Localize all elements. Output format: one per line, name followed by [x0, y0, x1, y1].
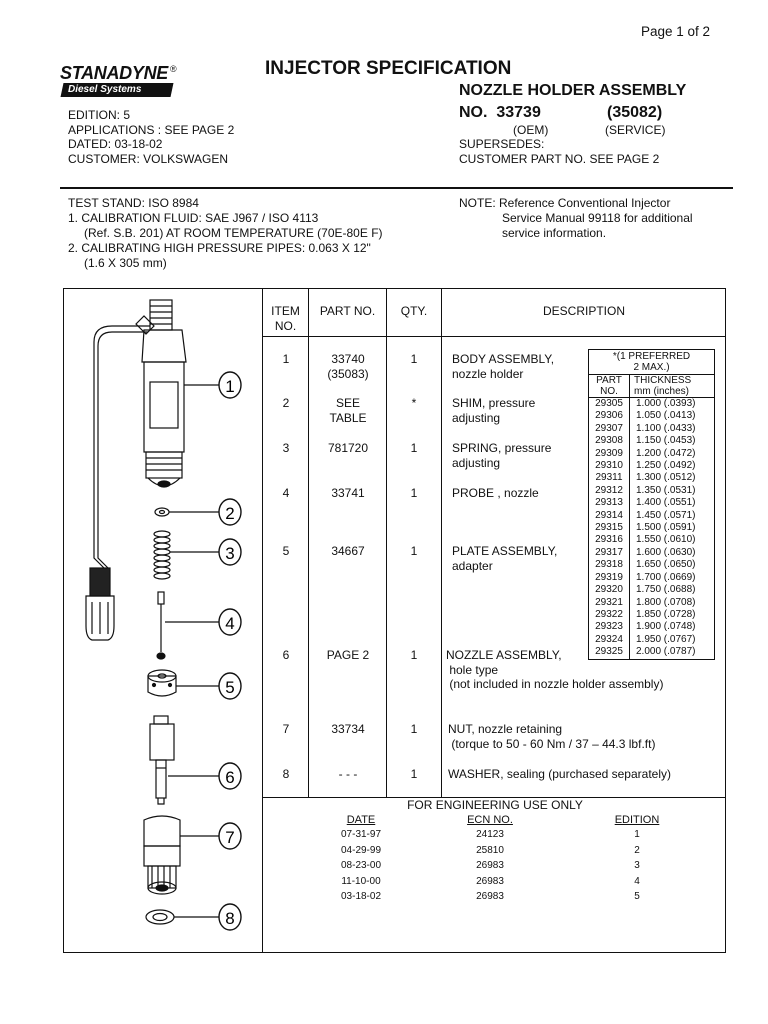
- service-label: (SERVICE): [605, 123, 666, 137]
- shim-part-no: 29318: [589, 559, 630, 571]
- col-divider-part: [386, 288, 387, 798]
- shim-row: [589, 510, 714, 522]
- row-4-qty: 1: [410, 486, 418, 500]
- row-2-qty: *: [411, 396, 417, 410]
- shim-thickness: 1.900 (.0748): [636, 621, 696, 633]
- eng-ecn-cell: 26983: [476, 860, 504, 871]
- shim-part-no: 29314: [589, 510, 630, 522]
- row-2-description: SHIM, pressure adjusting: [452, 396, 536, 425]
- eng-edition-cell: 3: [634, 860, 640, 871]
- row-6-item: 6: [282, 648, 290, 662]
- callout-3: [219, 539, 241, 565]
- shim-part-no: 29306: [589, 410, 630, 422]
- shim-icon: [155, 508, 169, 516]
- shim-part-no: 29319: [589, 572, 630, 584]
- oem-number: 33739: [496, 104, 541, 121]
- shim-thickness: 2.000 (.0787): [636, 646, 696, 658]
- eng-ecn-cell: 26983: [476, 891, 504, 902]
- logo-reg-mark: ®: [169, 64, 177, 74]
- shim-thickness: 1.700 (.0669): [636, 571, 696, 583]
- eng-edition-cell: 2: [634, 844, 640, 856]
- row-3-qty: 1: [410, 441, 418, 455]
- row-8-description: WASHER, sealing (purchased separately): [448, 767, 671, 781]
- svg-text:8: 8: [225, 909, 235, 928]
- shim-part-no: 29316: [589, 534, 630, 546]
- shim-thickness: 1.550 (.0610): [636, 534, 696, 546]
- svg-text:6: 6: [225, 768, 235, 787]
- shim-part-no: 29311: [589, 472, 630, 484]
- document-meta: [68, 108, 234, 166]
- retaining-nut-icon: [144, 816, 180, 894]
- row-5-description: PLATE ASSEMBLY, adapter: [452, 544, 558, 573]
- shim-part-no: 29315: [589, 522, 630, 534]
- row-6-part: PAGE 2: [326, 648, 370, 662]
- shim-row: [589, 410, 714, 422]
- shim-row: [589, 485, 714, 497]
- callout-7: [219, 823, 241, 849]
- row-7-description: NUT, nozzle retaining (torque to 50 - 60 Nm / 37 – 44.3 lbf.ft): [448, 722, 656, 751]
- drawing-divider: [262, 288, 263, 953]
- note-line-1: NOTE: Reference Conventional Injector: [459, 196, 671, 210]
- shim-row: [589, 609, 714, 621]
- shim-row: [589, 472, 714, 484]
- row-8-item: 8: [282, 767, 290, 781]
- row-7-qty: 1: [410, 722, 418, 736]
- eng-edition-cell: 5: [634, 891, 640, 902]
- spring-icon: [154, 531, 170, 579]
- shim-part-no: 29325: [589, 646, 630, 658]
- row-7-item: 7: [282, 722, 290, 736]
- sealing-washer-icon: [146, 910, 174, 924]
- shim-part-no: 29322: [589, 609, 630, 621]
- row-6-qty: 1: [410, 648, 418, 662]
- shim-part-no: 29305: [589, 398, 630, 410]
- callout-6: [219, 763, 241, 789]
- shim-row: [589, 646, 714, 658]
- svg-text:3: 3: [225, 544, 235, 563]
- shim-row: [589, 497, 714, 509]
- row-7-part: 33734: [331, 722, 365, 736]
- svg-text:1: 1: [225, 377, 235, 396]
- shim-thickness: 1.300 (.0512): [636, 472, 696, 484]
- row-2-part: SEE TABLE: [329, 396, 367, 425]
- shim-part-no: 29321: [589, 597, 630, 609]
- shim-thickness: 1.400 (.0551): [636, 497, 696, 509]
- eng-ecn-cell: 24123: [476, 829, 504, 840]
- shim-row: [589, 634, 714, 646]
- shim-thickness: 1.100 (.0433): [636, 422, 696, 434]
- calibration-fluid: 1. CALIBRATION FLUID: SAE J967 / ISO 4113: [68, 211, 319, 225]
- row-4-part: 33741: [331, 486, 365, 500]
- adapter-plate-icon: [148, 670, 176, 696]
- eng-ecn-cell: 26983: [476, 875, 504, 887]
- eng-date-cell: 07-31-97: [340, 829, 382, 840]
- shim-part-no: 29312: [589, 485, 630, 497]
- header-qty: QTY.: [400, 304, 428, 318]
- row-8-part: - - -: [338, 767, 358, 781]
- eng-header-edition: EDITION: [614, 814, 660, 826]
- svg-text:2: 2: [225, 504, 235, 523]
- note-line-2: Service Manual 99118 for additional: [502, 211, 693, 225]
- eng-date-cell: 04-29-99: [340, 844, 382, 856]
- test-stand: TEST STAND: ISO 8984: [68, 196, 199, 210]
- shim-row: [589, 584, 714, 596]
- shim-thickness: 1.950 (.0767): [636, 633, 696, 645]
- shim-part-no: 29310: [589, 460, 630, 472]
- test-conditions: [68, 196, 383, 271]
- row-5-qty: 1: [410, 544, 418, 558]
- shim-thickness: 1.250 (.0492): [636, 460, 696, 472]
- assembly-title: NOZZLE HOLDER ASSEMBLY: [459, 82, 687, 99]
- shim-row: [589, 522, 714, 534]
- shim-part-no: 29323: [589, 621, 630, 633]
- shim-row: [589, 398, 714, 410]
- header-item: ITEM NO.: [271, 304, 300, 333]
- shim-row: [589, 547, 714, 559]
- shim-thickness: 1.000 (.0393): [636, 398, 696, 409]
- row-1-part: 33740 (35083): [327, 352, 369, 381]
- row-1-qty: 1: [410, 352, 418, 366]
- row-1-description: BODY ASSEMBLY, nozzle holder: [452, 352, 555, 381]
- shim-row: [589, 572, 714, 584]
- shim-thickness: 1.050 (.0413): [636, 410, 696, 422]
- document-title: INJECTOR SPECIFICATION: [265, 58, 512, 79]
- row-6-description: NOZZLE ASSEMBLY, hole type (not included in nozzle holder assembly): [446, 648, 664, 691]
- callout-8: [219, 904, 241, 930]
- shim-column-headers: PART NO. THICKNESS mm (inches): [589, 375, 714, 398]
- reference-note: [459, 196, 693, 241]
- col-divider-qty: [441, 288, 442, 798]
- shim-thickness: 1.150 (.0453): [636, 435, 696, 447]
- calibration-pipes-metric: (1.6 X 305 mm): [84, 256, 167, 270]
- shim-thickness: 1.600 (.0630): [636, 546, 696, 558]
- shim-thickness: 1.850 (.0728): [636, 608, 696, 620]
- calibration-fluid-ref: (Ref. S.B. 201) AT ROOM TEMPERATURE (70E-80E F): [84, 226, 383, 240]
- shim-part-no: 29313: [589, 497, 630, 509]
- shim-thickness: 1.750 (.0688): [636, 584, 696, 596]
- eng-date-cell: 11-10-00: [341, 875, 381, 887]
- shim-thickness: 1.500 (.0591): [636, 522, 696, 534]
- shim-part-no: 29317: [589, 547, 630, 559]
- eng-date-cell: 03-18-02: [340, 891, 382, 902]
- row-5-item: 5: [282, 544, 290, 558]
- customer-part-no: CUSTOMER PART NO. SEE PAGE 2: [459, 151, 660, 166]
- svg-text:5: 5: [225, 678, 235, 697]
- row-8-qty: 1: [410, 767, 418, 781]
- customer: CUSTOMER: VOLKSWAGEN: [68, 151, 229, 166]
- shim-thickness: 1.650 (.0650): [636, 559, 696, 571]
- shim-row: [589, 423, 714, 435]
- header-divider: [60, 187, 733, 189]
- callout-1: [219, 372, 241, 398]
- callout-2: [219, 499, 241, 525]
- svg-text:7: 7: [225, 828, 235, 847]
- shim-thickness: 1.800 (.0708): [636, 596, 696, 608]
- callout-5: [219, 673, 241, 699]
- shim-row: [589, 621, 714, 633]
- shim-row: [589, 460, 714, 472]
- shim-rows: [589, 398, 714, 659]
- supersedes: SUPERSEDES:: [459, 137, 545, 151]
- callout-4: [219, 609, 241, 635]
- page-number: Page 1 of 2: [641, 24, 711, 39]
- shim-row: [589, 448, 714, 460]
- supersedes-block: [459, 137, 659, 166]
- shim-thickness: 1.350 (.0531): [636, 484, 696, 496]
- row-4-description: PROBE , nozzle: [452, 486, 539, 500]
- eng-edition-cell: 4: [634, 875, 640, 887]
- exploded-view-drawing: [64, 290, 261, 950]
- row-3-description: SPRING, pressure adjusting: [452, 441, 552, 470]
- nozzle-assembly-icon: [150, 716, 174, 804]
- header-description: DESCRIPTION: [542, 304, 625, 318]
- shim-thickness: 1.450 (.0571): [636, 509, 696, 521]
- col-divider-item: [308, 288, 309, 798]
- number-prefix: NO.: [459, 104, 488, 121]
- shim-part-no: 29309: [589, 448, 630, 460]
- oem-label: (OEM): [513, 123, 549, 137]
- row-5-part: 34667: [331, 544, 365, 558]
- eng-date-cell: 08-23-00: [340, 860, 382, 871]
- shim-part-no: 29308: [589, 435, 630, 447]
- shim-row: [589, 597, 714, 609]
- shim-row: [589, 534, 714, 546]
- dated: DATED: 03-18-02: [68, 137, 163, 151]
- shim-part-no: 29324: [589, 634, 630, 646]
- eng-edition-cell: 1: [634, 829, 640, 840]
- shim-row: [589, 559, 714, 571]
- logo-subtitle: Diesel Systems: [68, 84, 142, 95]
- shim-thickness: 1.200 (.0472): [636, 447, 696, 459]
- applications: APPLICATIONS : SEE PAGE 2: [68, 122, 235, 137]
- header-part-no: PART NO.: [319, 304, 376, 318]
- service-number: (35082): [607, 104, 663, 121]
- shim-row: [589, 435, 714, 447]
- shim-part-no: 29320: [589, 584, 630, 596]
- shim-thickness-table: [588, 349, 715, 660]
- row-3-item: 3: [282, 441, 290, 455]
- header-row-divider: [262, 336, 726, 337]
- row-2-item: 2: [282, 396, 290, 410]
- stanadyne-logo: [60, 59, 184, 97]
- row-1-item: 1: [282, 352, 290, 366]
- return-pipe-icon: [98, 332, 148, 568]
- eng-header-date: DATE: [346, 814, 376, 826]
- row-4-item: 4: [282, 486, 290, 500]
- calibration-pipes: 2. CALIBRATING HIGH PRESSURE PIPES: 0.063 X 12": [68, 241, 371, 255]
- probe-icon: [157, 592, 165, 659]
- body-assembly-icon: [136, 300, 186, 487]
- svg-text:4: 4: [225, 614, 235, 633]
- shim-part-no: 29307: [589, 423, 630, 435]
- note-line-3: service information.: [502, 226, 607, 240]
- engineering-title: FOR ENGINEERING USE ONLY: [407, 798, 583, 812]
- eng-header-ecn: ECN NO.: [467, 814, 513, 826]
- assembly-number: [459, 104, 663, 122]
- shim-table-header: *(1 PREFERRED 2 MAX.): [589, 350, 714, 375]
- edition: EDITION: 5: [68, 108, 131, 122]
- eng-ecn-cell: 25810: [476, 844, 504, 856]
- row-3-part: 781720: [327, 441, 369, 455]
- logo-name: STANADYNE: [60, 63, 168, 83]
